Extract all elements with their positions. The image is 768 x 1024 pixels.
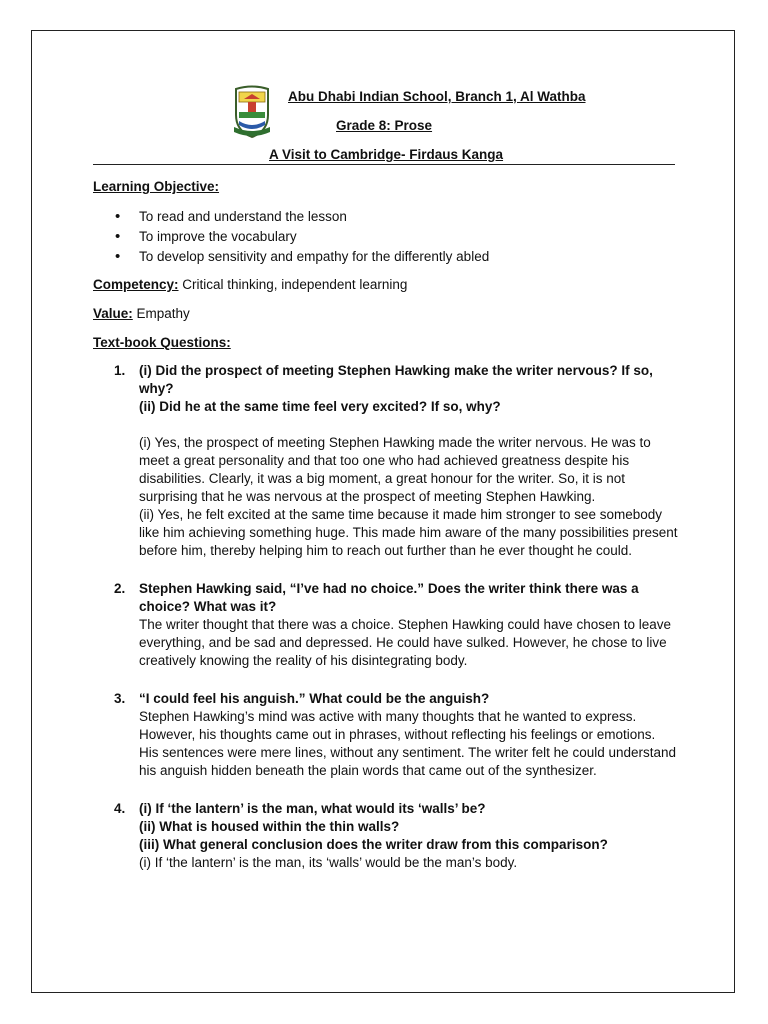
competency-line xyxy=(93,277,407,292)
answer-text: (i) If ‘the lantern’ is the man, its ‘walls’ would be the man’s body. xyxy=(139,855,518,870)
answer-text: The writer thought that there was a choice. Stephen Hawking could have chosen to leave everything, and be sad and depressed. He could have sulked. However, he chose to live creatively knowing the reality of his disintegrating body. xyxy=(139,617,672,668)
question-text: (iii) What general conclusion does the writer draw from this comparison? xyxy=(139,837,608,852)
textbook-questions-heading xyxy=(93,335,231,350)
list-item: • To improve the vocabulary xyxy=(93,227,489,247)
value-text: Empathy xyxy=(132,306,190,321)
question-text: (ii) What is housed within the thin walls? xyxy=(139,819,400,834)
question-text: (ii) Did he at the same time feel very excited? If so, why? xyxy=(139,399,501,414)
school-name: Abu Dhabi Indian School, Branch 1, Al Wathba xyxy=(288,89,586,104)
grade-label: Grade 8: Prose xyxy=(336,118,433,133)
question-number: 3. xyxy=(114,691,126,706)
answer-text: (ii) Yes, he felt excited at the same time because it made him stronger to see somebody like him achieving something huge. This made him aware of the many possibilities present before him, thereby helping him to reach out further than he ever thought he could. xyxy=(139,507,678,558)
lesson-title: A Visit to Cambridge- Firdaus Kanga xyxy=(269,147,504,162)
question-number: 4. xyxy=(114,801,126,816)
list-item: • To develop sensitivity and empathy for the differently abled xyxy=(93,247,489,267)
question-number: 2. xyxy=(114,581,126,596)
list-item: • To read and understand the lesson xyxy=(93,207,489,227)
question-number: 1. xyxy=(114,363,126,378)
question-text: Stephen Hawking said, “I’ve had no choice.” Does the writer think there was a choice? What was it? xyxy=(139,581,639,614)
question-text: (i) Did the prospect of meeting Stephen Hawking make the writer nervous? If so, why? xyxy=(139,363,653,396)
answer-text: Stephen Hawking’s mind was active with many thoughts that he wanted to express. However, his thoughts came out in phrases, without reflecting his feelings or emotions. His sentences were mere lines, without any sentiment. The writer felt he could understand his anguish hidden beneath the plain words that came out of the synthesizer. xyxy=(139,709,677,778)
value-line xyxy=(93,306,190,321)
question-text: “I could feel his anguish.” What could be the anguish? xyxy=(139,691,490,706)
value-label: Value: xyxy=(93,306,133,321)
question-item-4 xyxy=(93,800,678,872)
learning-objective-label: Learning Objective: xyxy=(93,179,220,194)
question-item-2 xyxy=(93,580,678,670)
school-crest-logo xyxy=(233,85,271,139)
learning-objective-list xyxy=(93,207,489,267)
questions-list xyxy=(93,362,678,892)
competency-text: Critical thinking, independent learning xyxy=(178,277,408,292)
question-item-3 xyxy=(93,690,678,780)
learning-objective-heading xyxy=(93,179,219,194)
question-item-1 xyxy=(93,362,678,560)
header-divider xyxy=(93,164,675,165)
competency-label: Competency: xyxy=(93,277,179,292)
question-text: (i) If ‘the lantern’ is the man, what would its ‘walls’ be? xyxy=(139,801,486,816)
answer-text: (i) Yes, the prospect of meeting Stephen Hawking made the writer nervous. He was to meet a great personality and that too one who had achieved greatness despite his disabilities. Clearly, it was a big moment, a great honour for the writer. So, it is not surprising that he was nervous at the prospect of meeting Stephen Hawking. xyxy=(139,435,651,504)
textbook-questions-label: Text-book Questions: xyxy=(93,335,231,350)
